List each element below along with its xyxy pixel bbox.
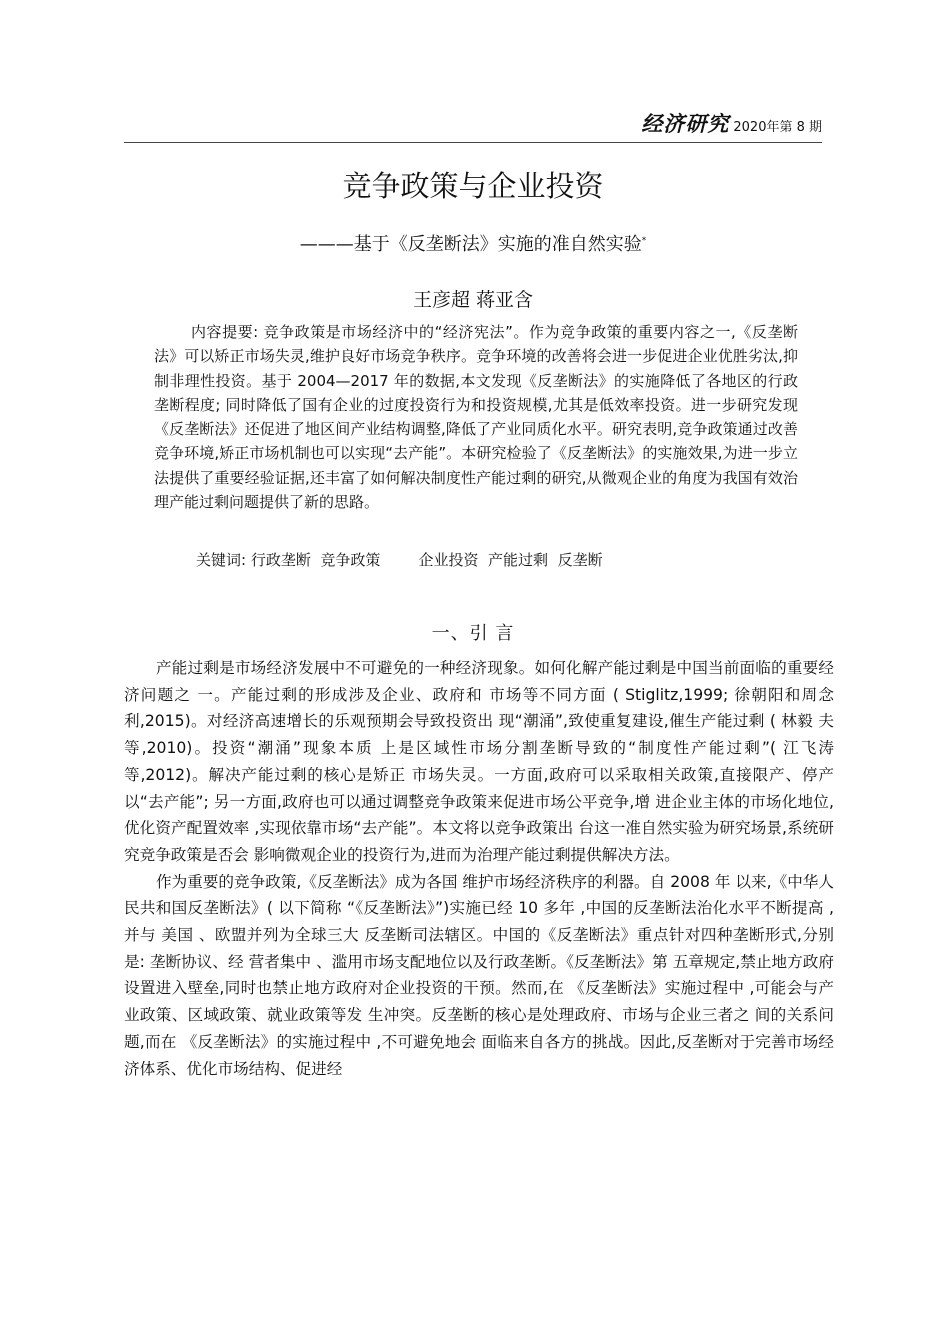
body-text (124, 655, 834, 1082)
article-subtitle-text: ———基于《反垄断法》实施的准自然实验 (299, 234, 642, 255)
journal-masthead (641, 108, 822, 138)
journal-issue: 2020年第 8 期 (733, 120, 822, 135)
keywords-label: 关键词: (196, 551, 247, 569)
abstract-text: 竞争政策是市场经济中的“经济宪法”。作为竞争政策的重要内容之一,《反垄断法》可以矫正市场失灵,维护良好市场竞争秩序。竞争环境的改善将会进一步促进企业优胜劣汰,抑制非理性投资。基于 2004—2017 年的数据,本文发现《反垄断法》的实施降低了各地区的行政垄断程度; 同时降低了国有企业的过度投资行为和投资规模,尤其是低效率投资。进一步研究发现《反垄断法》还促进了地区间产业结构调整,降低了产业同质化水平。研究表明,竞争政策通过改善竞争环境,矫正市场机制也可以实现“去产能”。本研究检验了《反垄断法》的实施效果,为进一步立法提供了重要经验证据,还丰富了如何解决制度性产能过剩的研究,从微观企业的角度为我国有效治理产能过剩问题提供了新的思路。 (154, 323, 798, 512)
keywords-text: 行政垄断 竞争政策 企业投资 产能过剩 反垄断 (246, 551, 603, 569)
keywords (196, 549, 603, 570)
abstract-body (154, 320, 798, 514)
article-title: 竞争政策与企业投资 (342, 169, 604, 203)
footnote-mark: * (641, 236, 647, 246)
article-authors: 王彦超 蒋亚含 (412, 289, 534, 311)
body-paragraph-2: 作为重要的竞争政策,《反垄断法》成为各国 维护市场经济秩序的利器。自 2008 年 以来,《中华人民共和国反垄断法》( 以下简称 “《反垄断法》”)实施已经 10 多年 ,中国的反垄断法治化水平不断提高 ,并与 美国 、欧盟并列为全球三大 反垄断司法辖区。中国的《反垄断法》重点针对四种垄断形式,分别是: 垄断协议、经 营者集中 、滥用市场支配地位以及行政垄断。《反垄断法》第 五章规定,禁止地方政府设置进入壁垒,同时也禁止地方政府对企业投资的干预。然而,在 《反垄断法》实施过程中 ,可能会与产业政策、区域政策、就业政策等发 生冲突。反垄断的核心是处理政府、市场与企业三者之 间的关系问题,而在 《反垄断法》的实施过程中 ,不可避免地会 面临来自各方的挑战。因此,反垄断对于完善市场经济体系、优化市场结构、促进经 (124, 872, 834, 1078)
article-subtitle (124, 230, 822, 256)
page-header (124, 112, 822, 143)
abstract-label: 内容提要: (191, 323, 259, 341)
abstract (154, 320, 798, 514)
journal-logo: 经济研究 (641, 111, 730, 136)
section-heading: 一、引 言 (431, 623, 515, 644)
body-paragraph-1: 产能过剩是市场经济发展中不可避免的一种经济现象。如何化解产能过剩是中国当前面临的重要经济问题之 一。产能过剩的形成涉及企业、政府和 市场等不同方面 ( Stiglitz,1999; 徐朝阳和周念利,2015)。对经济高速增长的乐观预期会导致投资出 现“潮涌”,致使重复建设,催生产能过剩 ( 林毅 夫等,2010)。投资“潮涌”现象本质 上是区域性市场分割垄断导致的“制度性产能过剩”( 江飞涛等,2012)。解决产能过剩的核心是矫正 市场失灵。一方面,政府可以采取相关政策,直接限产、停产以“去产能”; 另一方面,政府也可以通过调整竞争政策来促进市场公平竞争,增 进企业主体的市场化地位,优化资产配置效率 ,实现依靠市场“去产能”。本文将以竞争政策出 台这一准自然实验为研究场景,系统研究竞争政策是否会 影响微观企业的投资行为,进而为治理产能过剩提供解决方法。 (124, 659, 834, 864)
